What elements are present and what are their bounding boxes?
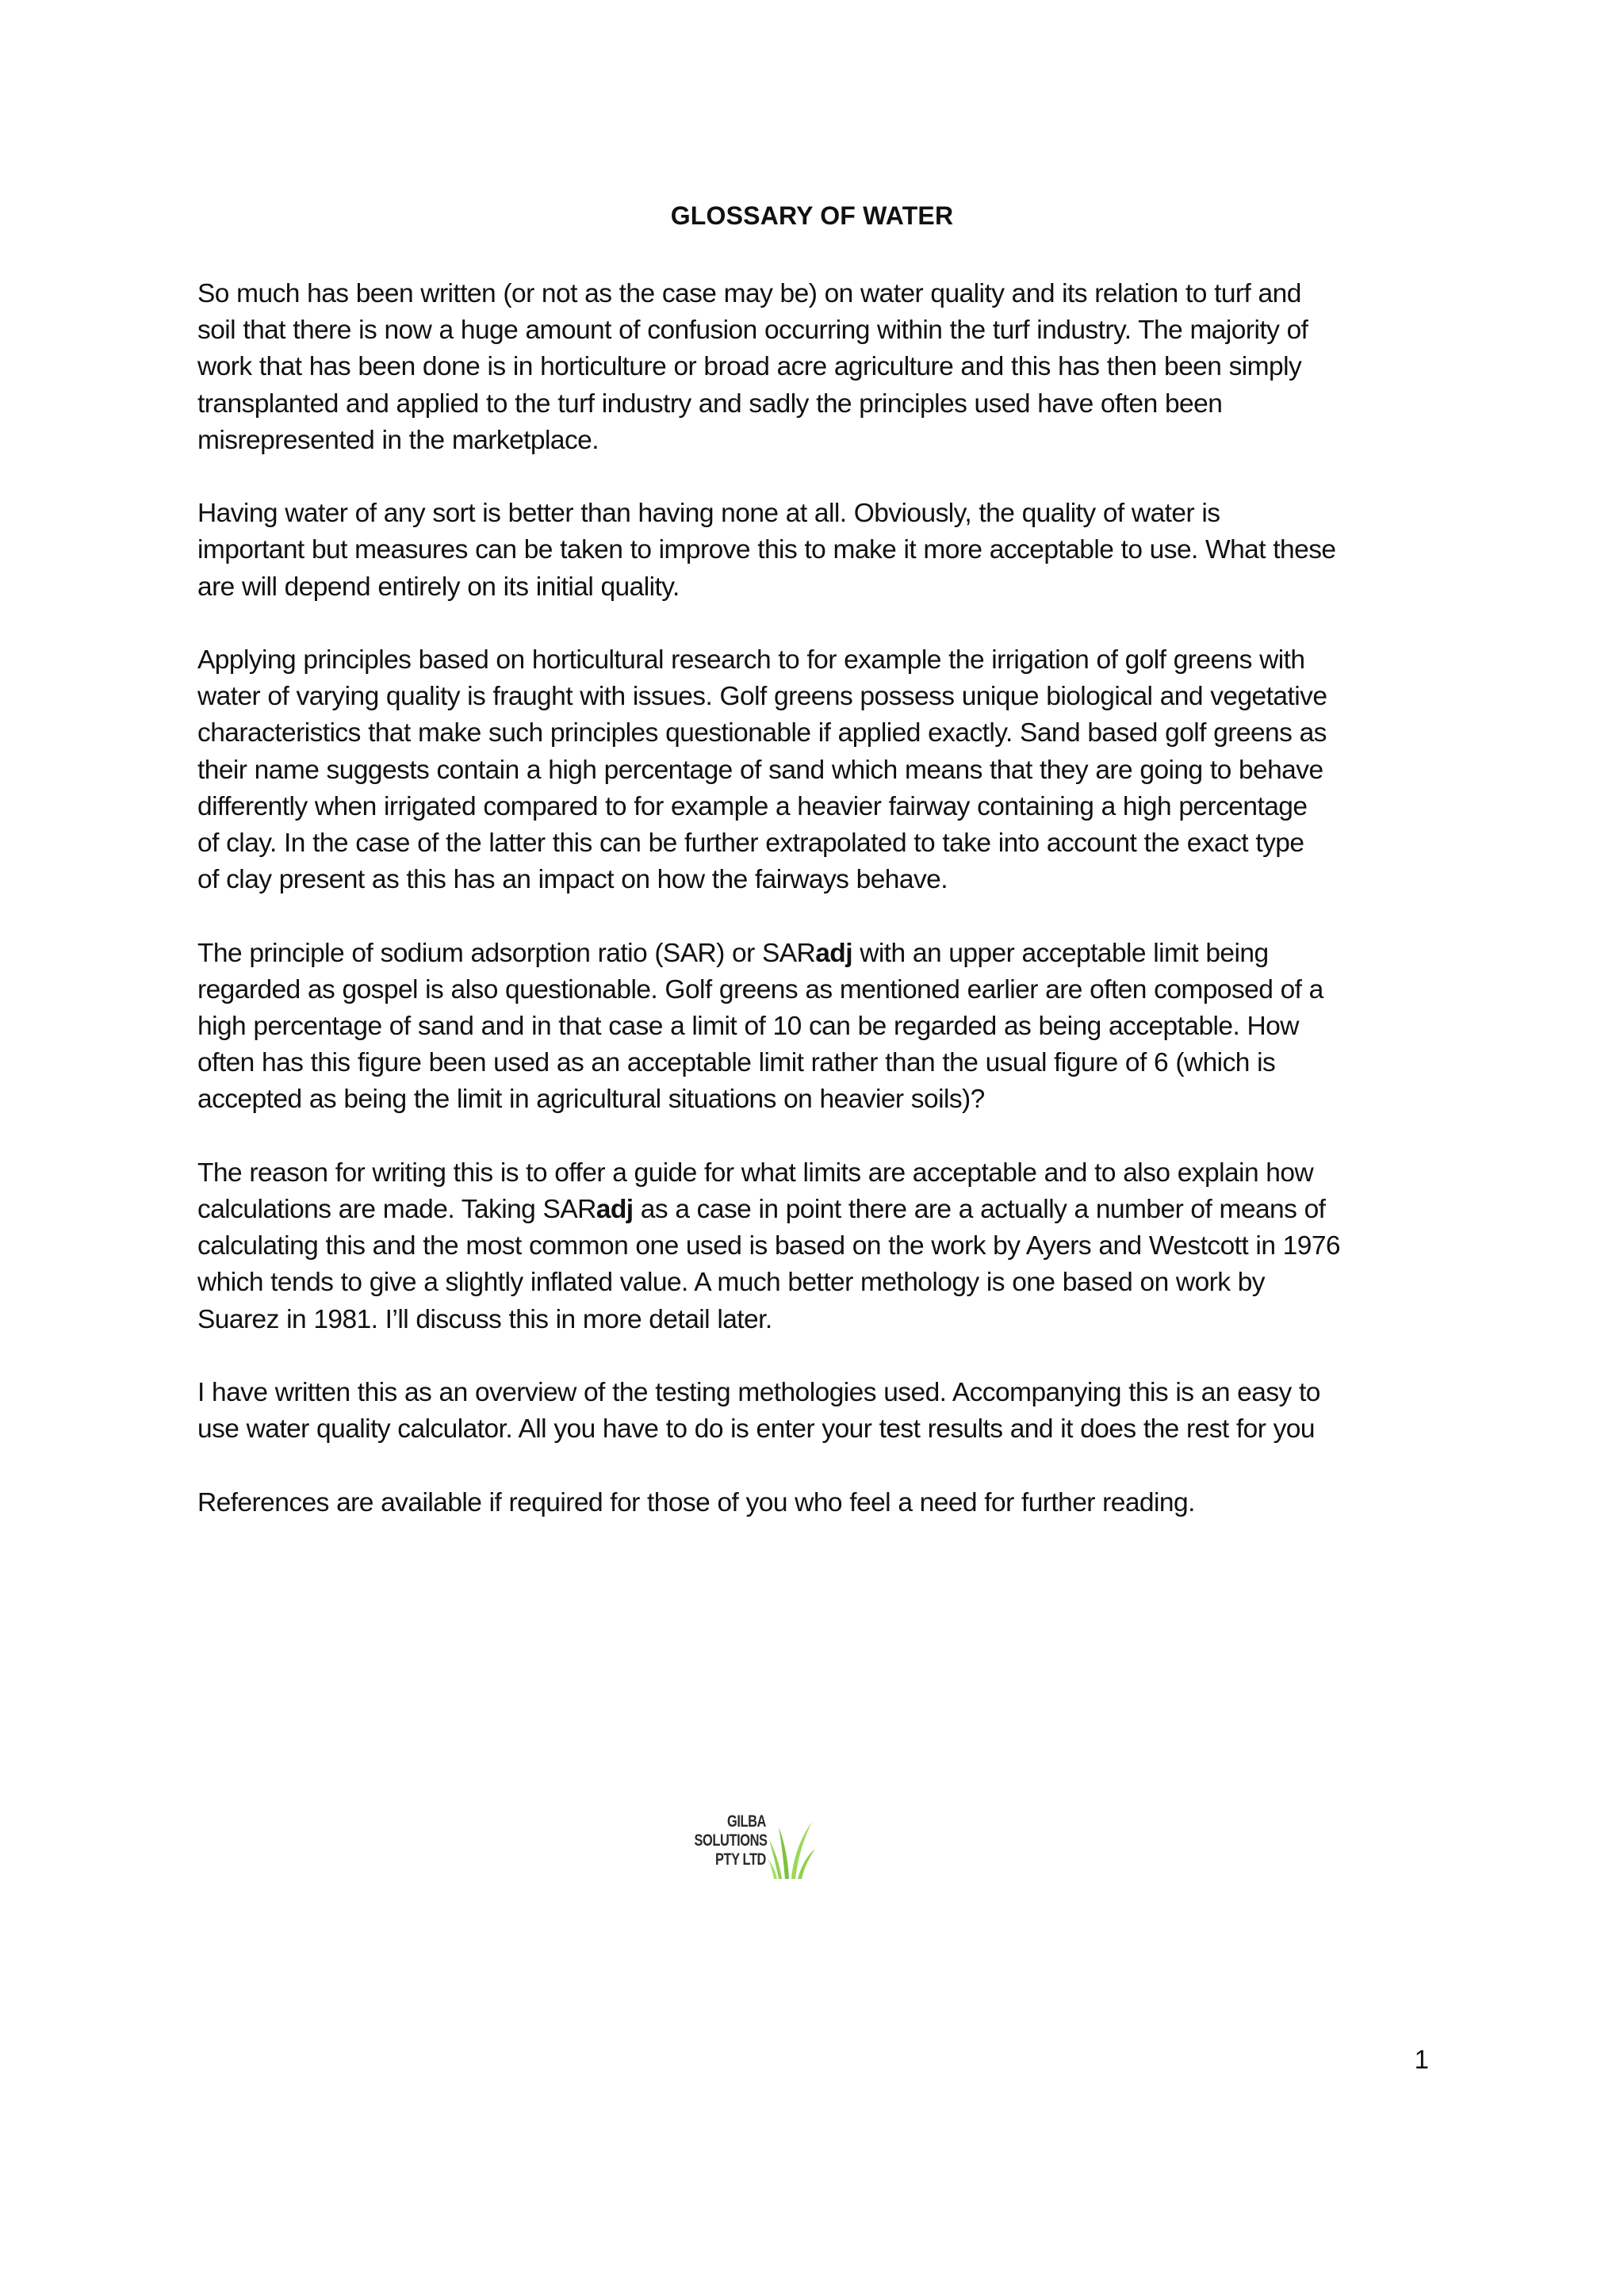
paragraph-2 bbox=[197, 496, 1434, 606]
text-line: work that has been done is in horticulture or broad acre agriculture and this has then been simply bbox=[197, 352, 1302, 382]
paragraph-7 bbox=[197, 1485, 1434, 1521]
text-line bbox=[197, 1192, 1434, 1228]
text-line: The reason for writing this is to offer a guide for what limits are acceptable and to also explain how bbox=[197, 1158, 1314, 1188]
text-line: Having water of any sort is better than having none at all. Obviously, the quality of water is bbox=[197, 499, 1220, 529]
text-line: Applying principles based on horticultural research to for example the irrigation of golf greens with bbox=[197, 645, 1305, 675]
text-line: regarded as gospel is also questionable. Golf greens as mentioned earlier are often composed of a bbox=[197, 974, 1323, 1004]
text-line: characteristics that make such principles questionable if applied exactly. Sand based golf greens as bbox=[197, 718, 1327, 748]
text-line: I have written this as an overview of the testing methologies used. Accompanying this is an easy to bbox=[197, 1378, 1320, 1408]
text-line: accepted as being the limit in agricultural situations on heavier soils)? bbox=[197, 1085, 985, 1115]
text-line: soil that there is now a huge amount of confusion occurring within the turf industry. The majority of bbox=[197, 316, 1308, 346]
text-line: use water quality calculator. All you have to do is enter your test results and it does the rest for you bbox=[197, 1414, 1315, 1445]
logo-wordmark bbox=[695, 1812, 766, 1869]
paragraph-4 bbox=[197, 936, 1434, 1119]
text-line: calculating this and the most common one used is based on the work by Ayers and Westcott in 1976 bbox=[197, 1231, 1340, 1261]
text-line: misrepresented in the marketplace. bbox=[197, 425, 599, 455]
text-line bbox=[197, 936, 1434, 972]
text-run: with an upper acceptable limit being bbox=[860, 938, 1269, 968]
text-line: which tends to give a slightly inflated value. A much better methology is one based on work by bbox=[197, 1268, 1265, 1298]
bold-term: adj bbox=[596, 1195, 634, 1225]
text-line: Suarez in 1981. I’ll discuss this in more detail later. bbox=[197, 1304, 772, 1334]
document-body bbox=[197, 276, 1434, 1558]
text-line: important but measures can be taken to improve this to make it more acceptable to use. What these bbox=[197, 535, 1336, 565]
text-line: their name suggests contain a high percentage of sand which means that they are going to behave bbox=[197, 755, 1323, 785]
paragraph-5 bbox=[197, 1155, 1434, 1338]
logo-line: GILBA bbox=[726, 1812, 766, 1831]
paragraph-6 bbox=[197, 1375, 1434, 1448]
text-line: of clay. In the case of the latter this can be further extrapolated to take into account the exact type bbox=[197, 828, 1304, 859]
text-line: transplanted and applied to the turf industry and sadly the principles used have often been bbox=[197, 388, 1223, 419]
text-run: calculations are made. Taking SAR bbox=[197, 1195, 596, 1225]
text-line: So much has been written (or not as the case may be) on water quality and its relation to turf and bbox=[197, 279, 1301, 308]
logo-line: SOLUTIONS bbox=[694, 1831, 768, 1850]
logo-line: PTY LTD bbox=[714, 1850, 766, 1869]
text-line: water of varying quality is fraught with issues. Golf greens possess unique biological and vegetative bbox=[197, 682, 1327, 712]
company-logo bbox=[674, 1812, 817, 1884]
text-run: as a case in point there are a actually a number of means of bbox=[640, 1195, 1326, 1225]
page-number: 1 bbox=[1414, 2045, 1429, 2074]
text-line: References are available if required for those of you who feel a need for further reading. bbox=[197, 1487, 1195, 1517]
text-line: often has this figure been used as an acceptable limit rather than the usual figure of 6 (which is bbox=[197, 1048, 1276, 1078]
text-run: The principle of sodium adsorption ratio (SAR) or SAR bbox=[197, 938, 816, 968]
text-line: of clay present as this has an impact on how the fairways behave. bbox=[197, 865, 948, 895]
text-line: high percentage of sand and in that case a limit of 10 can be regarded as being acceptable. How bbox=[197, 1012, 1299, 1042]
bold-term: adj bbox=[815, 938, 852, 968]
document-title: GLOSSARY OF WATER bbox=[670, 201, 954, 230]
grass-icon bbox=[768, 1816, 817, 1881]
paragraph-1 bbox=[197, 276, 1434, 459]
text-line: are will depend entirely on its initial quality. bbox=[197, 572, 680, 602]
paragraph-3 bbox=[197, 642, 1434, 898]
text-line: differently when irrigated compared to for example a heavier fairway containing a high percentage bbox=[197, 791, 1308, 821]
